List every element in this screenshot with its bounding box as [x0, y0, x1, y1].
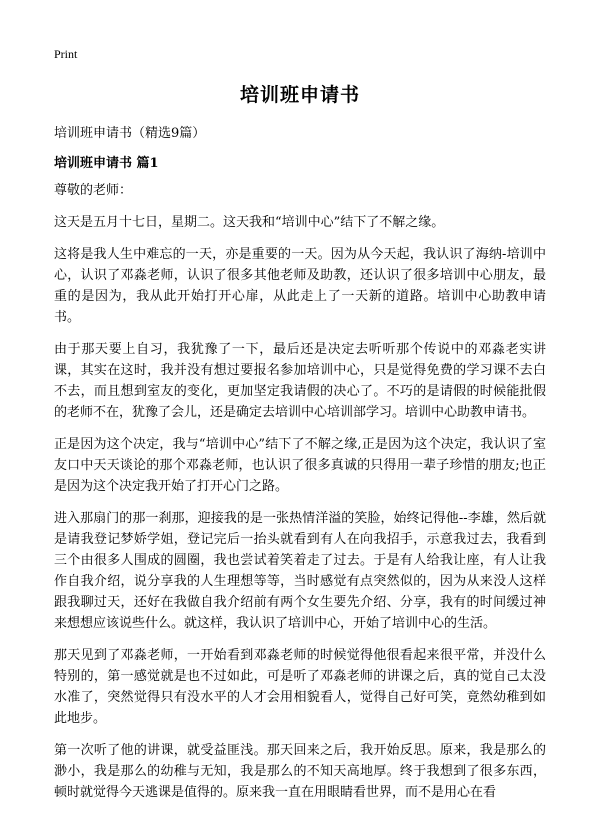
- paragraph: 正是因为这个决定，我与“培训中心”结下了不解之缘,正是因为这个决定，我认识了室友口中天天谈论的那个邓淼老师，也认识了很多真诚的只得用一辈子珍惜的朋友;也正是因为这个决定我开始了打开心门之路。: [54, 437, 546, 494]
- print-link[interactable]: Print: [54, 47, 78, 61]
- paragraph: 第一次听了他的讲课，就受益匪浅。那天回来之后，我开始反思。原来，我是那么的渺小，我是那么的幼稚与无知，我是那么的不知天高地厚。终于我想到了很多东西，顿时就觉得今天逃课是值得的。原来我一直在用眼睛看世界，而不是用心在看: [54, 743, 546, 800]
- paragraph: 这天是五月十七日，星期二。这天我和“培训中心”结下了不解之缘。: [54, 215, 445, 230]
- paragraph-salutation: 尊敬的老师：: [54, 183, 133, 198]
- document-title: 培训班申请书: [239, 84, 360, 106]
- paragraph: 那天见到了邓淼老师，一开始看到邓淼老师的时候觉得他很看起来很平常，并没什么特别的，第一感觉就是也不过如此，可是听了邓淼老师的讲课之后，真的觉自己太没水准了，突然觉得只有没水平的人才会用相貌看人，觉得自己好可笑，竟然幼稚到如此地步。: [54, 648, 546, 726]
- section-heading: 培训班申请书 篇1: [54, 156, 159, 171]
- paragraph: 由于那天要上自习，我犹豫了一下，最后还是决定去听听那个传说中的邓淼老实讲课，其实在这时，我并没有想过要报名参加培训中心，只是觉得免费的学习课不去白不去，而且想到室友的变化，更加坚定我请假的决心了。不巧的是请假的时候能批假的老师不在，犹豫了会儿，还是确定去培训中心培训部学习。培训中心助教申请书。: [54, 342, 546, 420]
- document-body: [54, 180, 546, 814]
- paragraph: 进入那扇门的那一刹那，迎接我的是一张热情洋溢的笑脸，始终记得他--李雄，然后就是请我登记梦娇学姐，登记完后一抬头就看到有人在向我招手，示意我过去，我看到三个由很多人围成的圆圈，我也尝试着笑着走了过去。于是有人给我让座，有人让我作自我介绍，说分享我的人生理想等等，当时感觉有点突然似的，因为从来没人这样跟我聊过天，还好在我做自我介绍前有两个女生要先介绍、分享，我有的时间缓过神来想想应该说些什么。就这样，我认识了培训中心，开始了培训中心的生活。: [54, 511, 546, 631]
- document-subtitle: 培训班申请书（精选9篇）: [54, 126, 206, 141]
- paragraph: 这将是我人生中难忘的一天，亦是重要的一天。因为从今天起，我认识了海纳-培训中心，认识了邓淼老师，认识了很多其他老师及助教，还认识了很多培训中心朋友，最重的是因为，我从此开始打开心扉，从此走上了一天新的道路。培训中心助教申请书。: [54, 247, 546, 325]
